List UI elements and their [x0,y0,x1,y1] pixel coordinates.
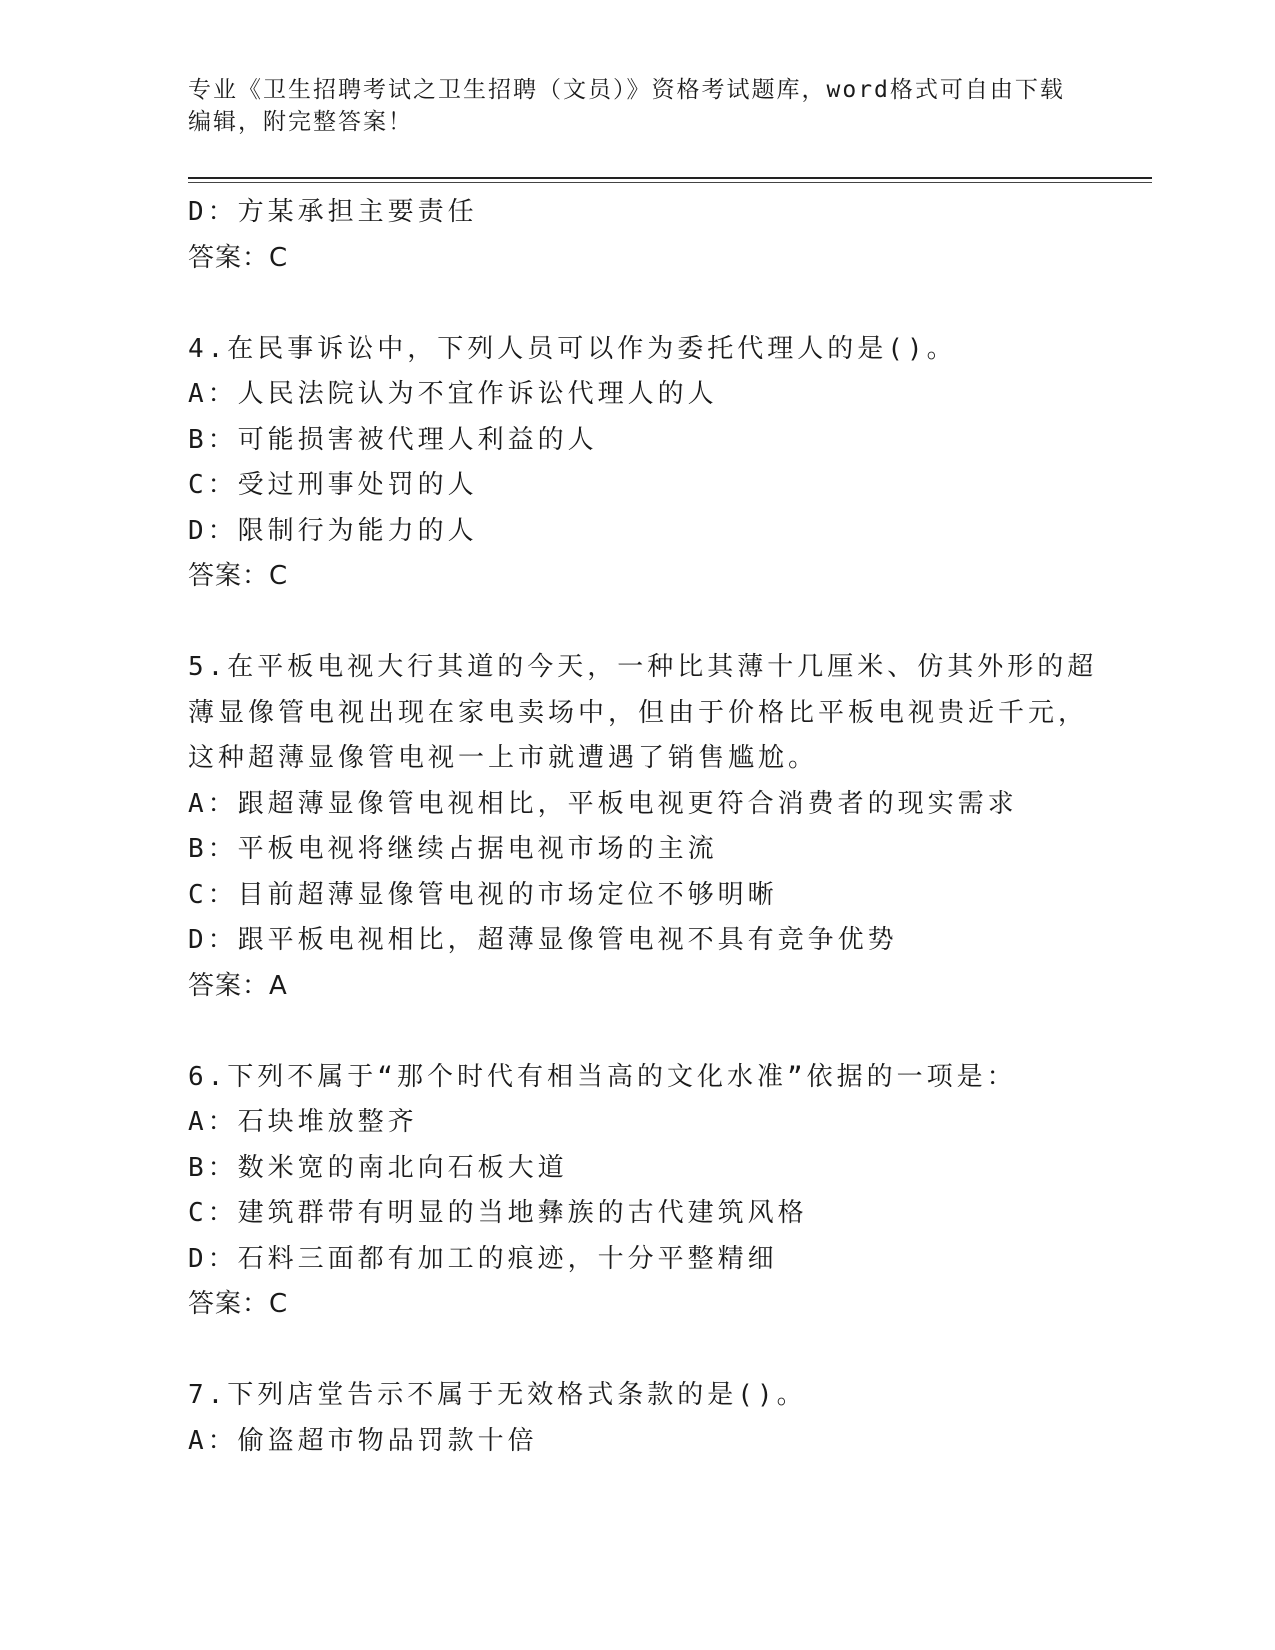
page-header [188,74,1068,138]
question-stem-line-3: 这种超薄显像管电视一上市就遭遇了销售尴尬。 [188,743,819,773]
spacer [188,281,1088,327]
question-stem-line-1: 5.在平板电视大行其道的今天，一种比其薄十几厘米、仿其外形的超 [188,652,1098,682]
option-d: D：限制行为能力的人 [188,515,478,546]
option-d: D：石料三面都有加工的痕迹，十分平整精细 [188,1243,778,1274]
spacer [188,600,1088,646]
question-7 [188,1373,1088,1464]
question-stem: 4.在民事诉讼中，下列人员可以作为委托代理人的是()。 [188,333,957,364]
option-a: A：石块堆放整齐 [188,1107,418,1137]
option-c: C：目前超薄显像管电视的市场定位不够明晰 [188,879,778,910]
option-c: C：建筑群带有明显的当地彝族的古代建筑风格 [188,1198,808,1228]
header-divider-thin [188,182,1152,183]
question-stem-line-2: 薄显像管电视出现在家电卖场中，但由于价格比平板电视贵近千元， [188,697,1089,728]
option-a: A：跟超薄显像管电视相比，平板电视更符合消费者的现实需求 [188,788,1018,819]
question-3 [188,190,1088,281]
header-line-1: 专业《卫生招聘考试之卫生招聘（文员）》资格考试题库，word格式可自由下载 [188,77,1065,103]
option-a: A：偷盗超市物品罚款十倍 [188,1425,538,1456]
spacer [188,1328,1088,1374]
option-b: B：平板电视将继续占据电视市场的主流 [188,834,718,864]
option-d: D：方某承担主要责任 [188,197,478,227]
option-b: B：数米宽的南北向石板大道 [188,1152,568,1183]
option-d: D：跟平板电视相比，超薄显像管电视不具有竞争优势 [188,925,898,955]
question-6 [188,1055,1088,1328]
answer-line: 答案：C [188,1289,289,1319]
question-list [188,190,1098,1464]
answer-line: 答案：C [188,561,289,591]
question-stem: 6.下列不属于“那个时代有相当高的文化水准”依据的一项是： [188,1061,1017,1092]
answer-line: 答案：A [188,970,288,1001]
question-stem: 7.下列店堂告示不属于无效格式条款的是()。 [188,1380,807,1410]
option-c: C：受过刑事处罚的人 [188,470,478,500]
option-b: B：可能损害被代理人利益的人 [188,424,598,455]
option-a: A：人民法院认为不宜作诉讼代理人的人 [188,379,718,409]
question-4 [188,327,1088,600]
question-5 [188,645,1098,1009]
answer-line: 答案：C [188,242,289,273]
header-divider-thick [188,177,1152,179]
spacer [188,1009,1088,1055]
header-line-2: 编辑，附完整答案！ [188,109,413,135]
